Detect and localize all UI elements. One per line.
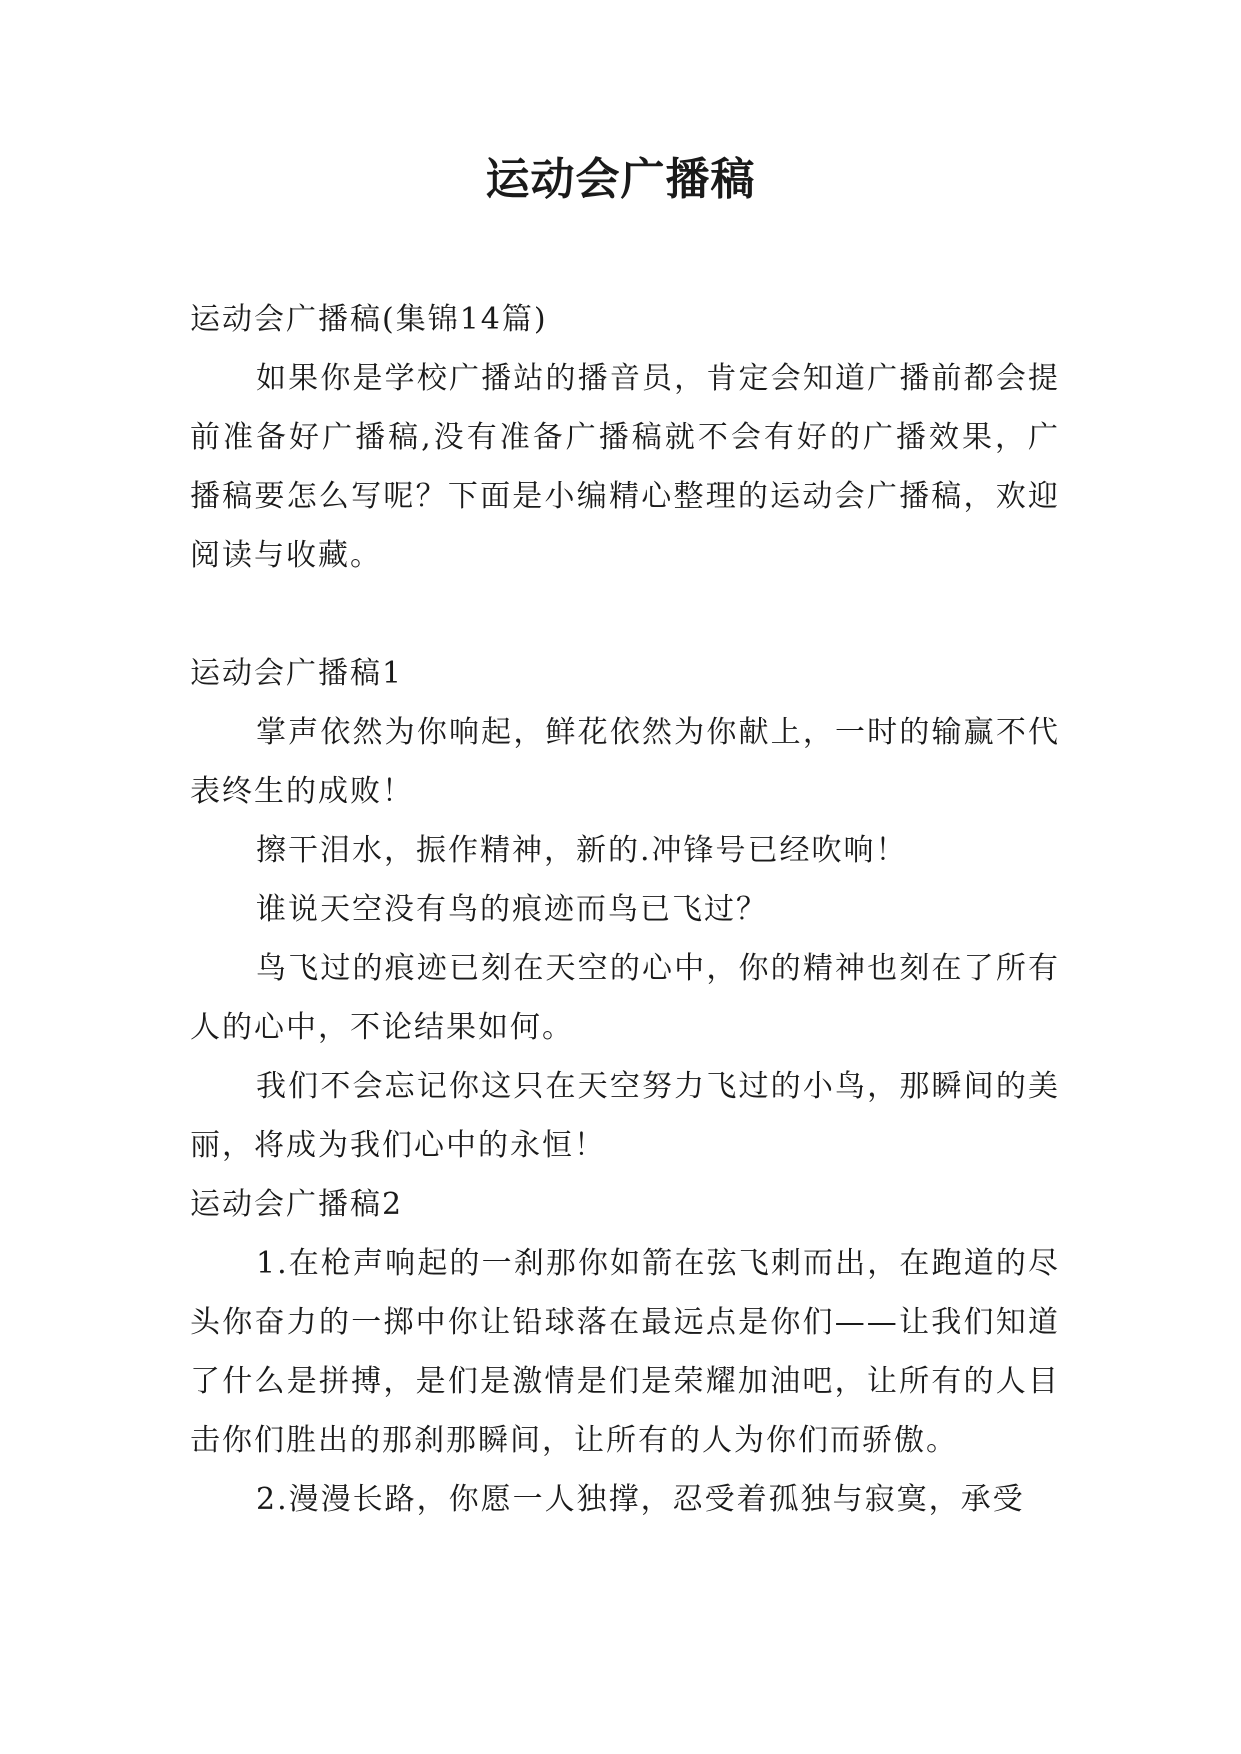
section-2-paragraph: 1.在枪声响起的一刹那你如箭在弦飞刺而出，在跑道的尽头你奋力的一掷中你让铅球落在最远点是你们——让我们知道了什么是拼搏，是们是激情是们是荣耀加油吧，让所有的人目击你们胜出的那刹那瞬间，让所有的人为你们而骄傲。: [190, 1246, 1060, 1458]
section-heading-1: 运动会广播稿1: [190, 656, 404, 691]
document-body: [190, 290, 1060, 1529]
section-1-paragraph: 掌声依然为你响起，鲜花依然为你献上，一时的输赢不代表终生的成败！: [190, 715, 1060, 809]
document-title: 运动会广播稿: [485, 154, 756, 205]
collection-subtitle: 运动会广播稿(集锦14篇): [190, 302, 548, 337]
section-1-paragraph: 鸟飞过的痕迹已刻在天空的心中，你的精神也刻在了所有人的心中，不论结果如何。: [190, 951, 1060, 1045]
section-1-paragraph: 擦干泪水，振作精神，新的.冲锋号已经吹响！: [256, 833, 908, 868]
section-2-paragraph: 2.漫漫长路，你愿一人独撑，忍受着孤独与寂寞，承受: [256, 1482, 1025, 1517]
intro-paragraph: 如果你是学校广播站的播音员，肯定会知道广播前都会提前准备好广播稿,没有准备广播稿就不会有好的广播效果，广播稿要怎么写呢？下面是小编精心整理的运动会广播稿，欢迎阅读与收藏。: [190, 361, 1060, 573]
section-heading-2: 运动会广播稿2: [190, 1187, 404, 1222]
paragraph-spacer: [190, 585, 1060, 644]
section-1-paragraph: 谁说天空没有鸟的痕迹而鸟已飞过？: [256, 892, 768, 927]
section-1-paragraph: 我们不会忘记你这只在天空努力飞过的小鸟，那瞬间的美丽，将成为我们心中的永恒！: [190, 1069, 1060, 1163]
